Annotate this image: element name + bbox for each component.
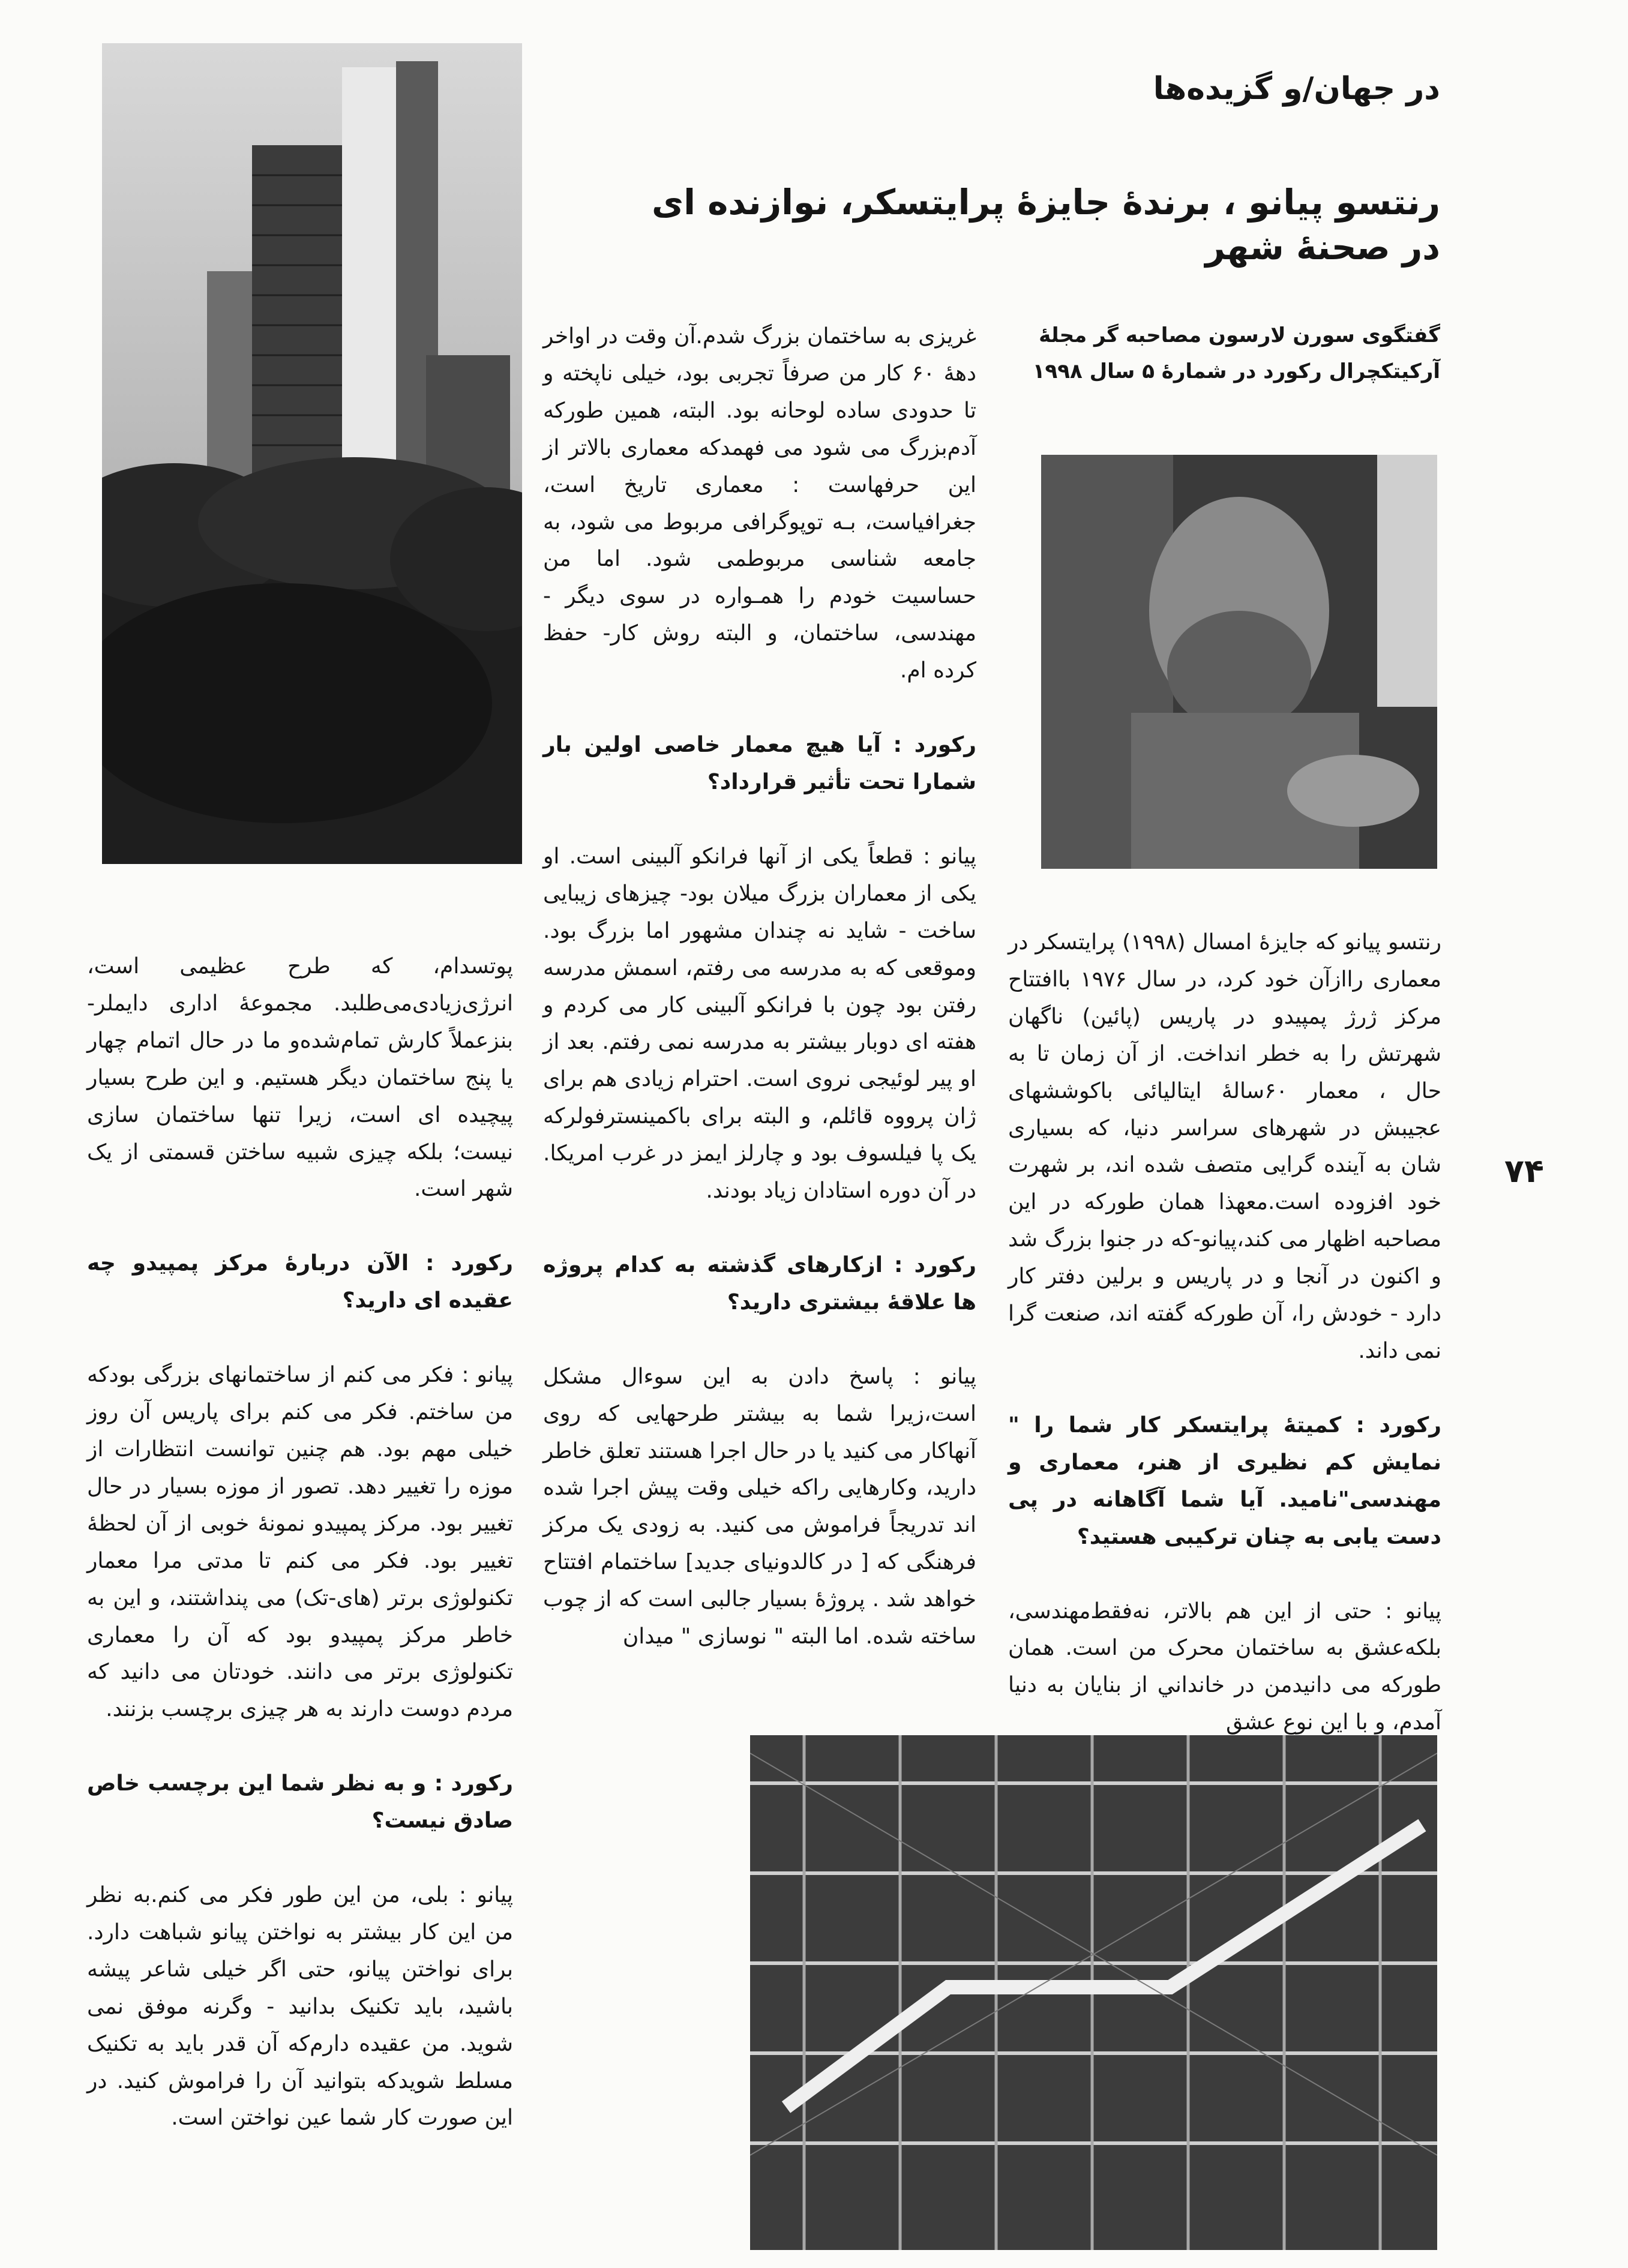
portrait-photo-graphic [1041,455,1437,869]
interview-question: رکورد : ازکارهای گذشته به کدام پروژه ها علاقهٔ بیشتری دارید؟ [543,1252,976,1315]
tower-photo-graphic [102,43,522,864]
byline: گفتگوی سورن لارسون مصاحبه گر مجلهٔ آرکیتکچرال رکورد در شمارهٔ ۵ سال ۱۹۹۸ [1032,323,1440,383]
section-label: در جهان/و گزیده‌ها [1153,71,1440,107]
article-column-right [1008,924,1441,1778]
paragraph: پیانو : قطعاً یکی از آنها فرانکو آلبینی است. او یکی از معماران بزرگ میلان بود- چیزهای زیبایی ساخت - شاید نه چندان مشهور اما بزرگ بود. وموقعی که به مدرسه می رفتم، اسمش مدرسه رفتن بود چون با فرانکو آلبینی کار می کردم و هفته ای دوبار بیشتر به مدرسه نمی رفتم. بعد از او پیر لوئیجی نروی است. احترام زیادی هم برای ژان پرووه قائلم، و البته برای باکمینسترفولرکه یک پا فیلسوف بود و چارلز ایمز در غرب امریکا. در آن دوره استادان زیاد بودند. [543,844,976,1204]
article-column-left [87,948,513,2174]
facade-photo-graphic [750,1735,1437,2250]
interview-question: رکورد : و به نظر شما این برچسب خاص صادق نیست؟ [87,1771,513,1834]
interview-question: رکورد : آیا هیچ معمار خاصی اولین بار شمارا تحت تأثیر قرارداد؟ [543,733,976,794]
tower-photo [102,43,522,864]
paragraph: غریزی به ساختمان بزرگ شدم.آن وقت در اواخر دههٔ ۶۰ کار من صرفاً تجربی بود، خیلی ناپخته و تا حدودی ساده لوحانه بود. البته، همین طورکه آدم‌بزرگ می شود می فهمدکه معماری بالاتر از این حرفهاست : معماری تاریخ است، جغرافیاست، بـه توپوگرافی مربوط می شود، به جامعه شناسی مربوطمی شود. اما من حساسیت خودم را همـواره در سوی دیگر - مهندسی، ساختمان، و البته روش کار- حفظ کرده ام. [543,324,976,683]
page-number: ۷۴ [1504,1152,1544,1190]
paragraph: پیانو : فکر می کنم از ساختمانهای بزرگی بودکه من ساختم. فکر می کنم برای پاریس آن روز خیلی مهم بود. هم چنین توانست انتظارات از موزه را تغییر دهد. تصور از موزه بسیار در حال تغییر بود. مرکز پمپیدو نمونهٔ خوبی از آن لحظهٔ تغییر بود. فکر می کنم تا مدتی مرا معمار تکنولوژی برتر (های-تک) می پنداشتند، و این به خاطر مرکز پمپیدو بود که آن را معماری تکنولوژی برتر می دانند. خودتان می دانید که مردم دوست دارند به هر چیزی برچسب بزنند. [87,1363,513,1722]
paragraph: پیانو : پاسخ دادن به این سوءال مشکل است،زیرا شما به بیشتر طرحهایی که روی آنهاکار می کنید یا در حال اجرا هستند تعلق خاطر دارید، وکارهایی راکه خیلی وقت پیش اجرا شده اند تدریجاً فراموش می کنید. به زودی یک مرکز فرهنگی که [ در کالدونیای جدید] ساختمام افتتاح خواهد شد . پروژهٔ بسیار جالبی است که از چوب ساخته شده. اما البته " نوسازی " میدان [543,1364,976,1649]
article-title: رنتسو پیانو ، برندهٔ جایزهٔ پرایتسکر، نوازنده ای در صحنهٔ شهر [651,182,1440,268]
paragraph: پوتسدام، که طرح عظیمی است، انرژی‌زیادی‌می‌طلبد. مجموعهٔ اداری دایملر- بنزعملاً کارش تمام‌شده‌و ما در حال اتمام چهار یا پنج ساختمان دیگر هستیم. و این طرح بسیار پیچیده ای است، زیرا تنها ساختمان سازی نیست؛ بلکه چیزی شبیه ساختن قسمتی از یک شهر است. [87,954,513,1202]
article-column-middle [543,318,976,1693]
paragraph: رنتسو پیانو که جایزهٔ امسال (۱۹۹۸) پرایتسکر در معماری راازآن خود کرد، در سال ۱۹۷۶ باافتتاح مرکز ژرژ پمپیدو در پاریس (پائین) ناگهان شهرتش را به خطر انداخت. از آن زمان تا به حال ، معمار ۶۰سالهٔ ایتالیائی باکوششهای عجیبش در شهرهای سراسر دنیا، که بسیاری شان به آینده گرایی متصف شده اند، بر شهرت خود افزوده است.معهذا همان طورکه در این مصاحبه اظهار می کند،پیانو-که در جنوا بزرگ شد و اکنون در آنجا و در پاریس و برلین دفتر کار دارد - خودش را، آن طورکه گفته اند، صنعت گرا نمی داند. [1008,930,1442,1363]
interview-question: رکورد : کمیتهٔ پرایتسکر کار شما را " نمایش کم نظیری از هنر، معماری و مهندسی"نامید. آیا شما آگاهانه در پی دست یابی به چنان ترکیبی هستید؟ [1008,1412,1441,1549]
interview-question: رکورد : الآن دربارهٔ مرکز پمپیدو چه عقیده ای دارید؟ [87,1251,513,1313]
paragraph: پیانو : حتی از این هم بالاتر، نه‌فقط‌مهندسی، بلکه‌عشق به ساختمان محرک من است. همان طورکه می دانیدمن در خانداني از بنایان به دنیا آمدم، و با این نوع عشق [1008,1598,1441,1735]
facade-photo [750,1735,1437,2250]
portrait-photo [1041,455,1437,869]
paragraph: پیانو : بلی، من این طور فکر می کنم.به نظر من این کار بیشتر به نواختن پیانو شباهت دارد. برای نواختن پیانو، حتی اگر خیلی شاعر پیشه باشید، باید تکنیک بدانید - وگرنه موفق نمی شوید. من عقیده دارم‌که آن قدر باید به تکنیک مسلط شوید‌که بتوانید آن را فراموش کنید. در این صورت کار شما عین نواختن است. [87,1883,513,2131]
